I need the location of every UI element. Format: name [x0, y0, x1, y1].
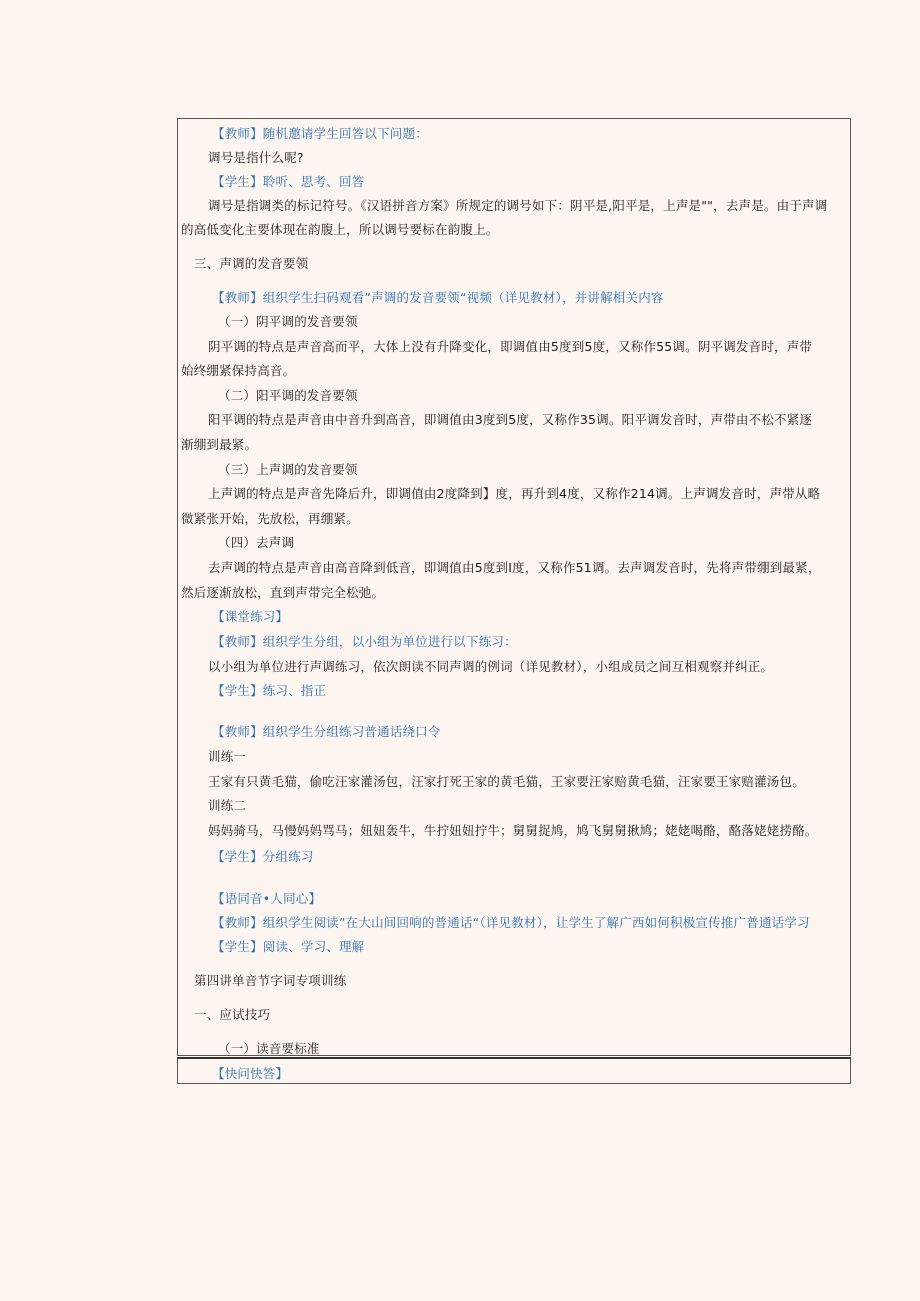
subsection-heading: （一）阴平调的发音要领: [218, 314, 358, 329]
paragraph-line: 调号是指调类的标记符号。《汉语拼音方案》所规定的调号如下：阴平是,阳平是，上声是""，去声是。由于声调: [208, 198, 828, 213]
subsection-heading: （一）读音要标准: [218, 1041, 320, 1056]
tongue-twister-line: 王家有只黄毛猫，偷吃汪家灌汤包，汪家打死王家的黄毛猫，王家要汪家赔黄毛猫，汪家要王家赔灌汤包。: [208, 774, 805, 789]
teacher-line: 【教师】组织学生扫码观看”声调的发音要领“视频（详见教材），并讲解相关内容: [212, 290, 664, 305]
paragraph-line: 以小组为单位进行声调练习，依次朗读不同声调的例词（详见教材），小组成员之间互相观察并纠正。: [208, 659, 774, 674]
student-line: 【学生】分组练习: [212, 849, 314, 864]
teacher-line: 【教师】组织学生阅读”在大山间回响的普通话“（详见教材），让学生了解广西如何积极宣传推广普通话学习: [212, 915, 810, 930]
teacher-line: 【教师】组织学生分组练习普通话绕口令: [212, 724, 441, 739]
student-line: 【学生】聆听、思考、回答: [212, 174, 365, 189]
paragraph-line: 始终绷紧保持高音。: [181, 363, 296, 378]
reading-heading: 【语同音•人同心】: [212, 891, 322, 906]
paragraph-line: 的高低变化主要体现在韵腹上，所以调号要标在韵腹上。: [181, 222, 499, 237]
section-heading: 三、声调的发音要领: [194, 256, 309, 271]
subsection-heading: （三）上声调的发音要领: [218, 462, 358, 477]
practice-heading: 【课堂练习】: [212, 609, 289, 624]
subsection-heading: （四）去声调: [218, 535, 295, 550]
drill-heading: 训练一: [208, 749, 247, 764]
paragraph-line: 渐绷到最紧。: [181, 437, 258, 452]
paragraph-line: 去声调的特点是声音由高音降到低音，即调值由5度到I度，又称作51调。去声调发音时，先将声带绷到最紧，: [208, 560, 821, 575]
drill-heading: 训练二: [208, 798, 247, 813]
paragraph-line: 阳平调的特点是声音由中音升到高音，即调值由3度到5度，又称作35调。阳平调发音时，声带由不松不紧逐: [208, 412, 813, 427]
teacher-line: 【教师】随机邀请学生回答以下问题：: [212, 126, 428, 141]
question-text: 调号是指什么呢?: [208, 150, 304, 165]
paragraph-line: 阴平调的特点是声音高而平，大体上没有升降变化，即调值由5度到5度，又称作55调。阴平调发音时，声带: [208, 339, 813, 354]
section-heading: 一、应试技巧: [194, 1007, 271, 1022]
teacher-line: 【教师】组织学生分组，以小组为单位进行以下练习：: [212, 634, 517, 649]
tongue-twister-line: 妈妈骑马，马慢妈妈骂马；妞妞轰牛，牛拧妞妞拧牛；舅舅捉鸠，鸠飞舅舅揪鸠；姥姥喝酪，酪落姥姥捞酪。: [208, 823, 818, 838]
student-line: 【学生】阅读、学习、理解: [212, 939, 365, 954]
paragraph-line: 上声调的特点是声音先降后升，即调值由2度降到】度，再升到4度，又称作214调。上声调发音时，声带从略: [208, 486, 821, 501]
paragraph-line: 微紧张开始，先放松，再绷紧。: [181, 511, 359, 526]
student-line: 【学生】练习、指正: [212, 683, 327, 698]
quick-qa-heading: 【快问快答】: [212, 1066, 289, 1081]
paragraph-line: 然后逐渐放松，直到声带完全松弛。: [181, 585, 385, 600]
lecture-heading: 第四讲单音节字词专项训练: [194, 973, 347, 988]
subsection-heading: （二）阳平调的发音要领: [218, 388, 358, 403]
